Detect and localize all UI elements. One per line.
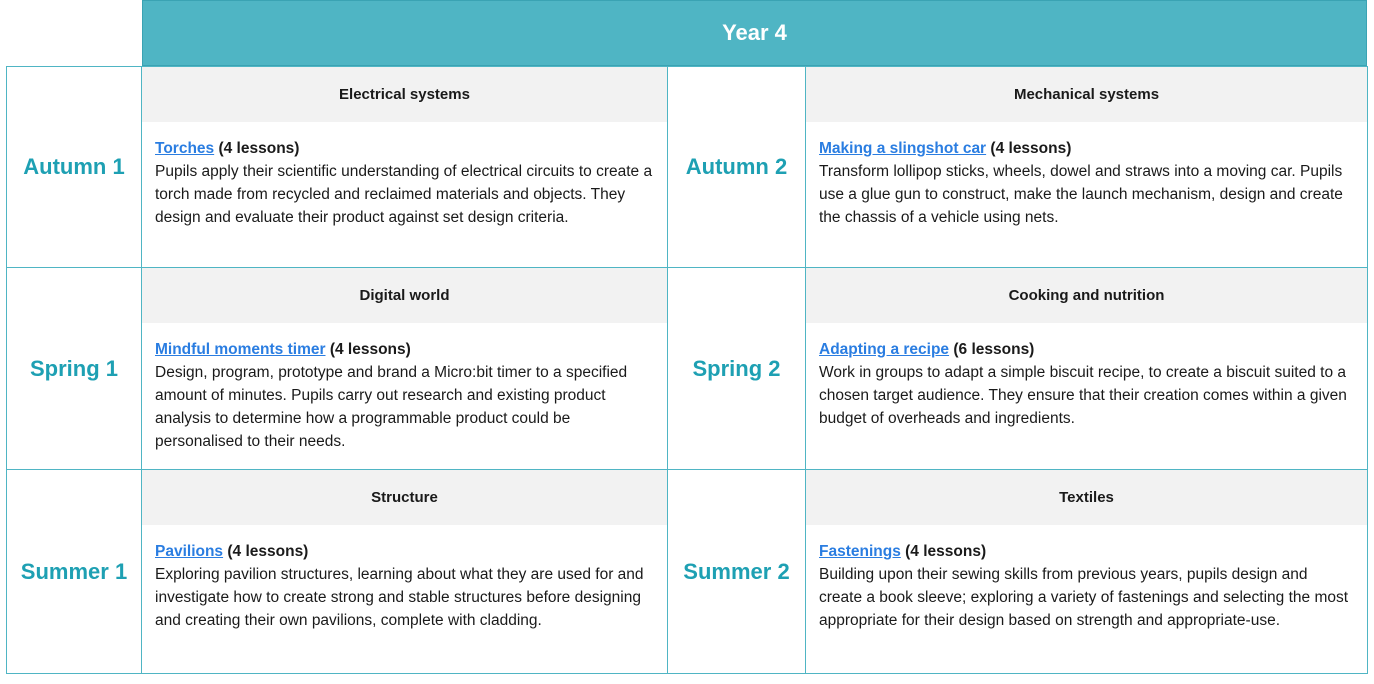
lesson-count: (4 lessons) xyxy=(218,140,300,157)
unit-title: Digital world xyxy=(142,268,667,323)
unit-description: Transform lollipop sticks, wheels, dowel and straws into a moving car. Pupils use a glue gun to construct, make the launch mechanism, design and create the chassis of a vehicle using nets. xyxy=(819,163,1343,226)
unit-link-pavilions[interactable]: Pavilions xyxy=(155,543,224,560)
lesson-count: (4 lessons) xyxy=(329,341,411,358)
unit-title: Structure xyxy=(142,470,667,525)
unit-body xyxy=(142,525,667,632)
unit-title: Electrical systems xyxy=(142,67,667,122)
unit-digital-world xyxy=(142,268,668,470)
term-label: Spring 2 xyxy=(692,355,781,381)
term-label: Summer 2 xyxy=(683,558,790,584)
term-spring-1 xyxy=(6,268,142,470)
term-label: Autumn 1 xyxy=(23,154,125,179)
term-label: Summer 1 xyxy=(20,558,128,584)
unit-mechanical-systems xyxy=(806,66,1368,268)
term-spring-2 xyxy=(668,268,806,470)
unit-link-slingshot-car[interactable]: Making a slingshot car xyxy=(819,140,987,157)
term-summer-2 xyxy=(668,470,806,674)
lesson-count: (4 lessons) xyxy=(905,543,987,560)
term-label: Autumn 2 xyxy=(685,154,788,179)
unit-description: Pupils apply their scientific understanding of electrical circuits to create a torch made from recycled and reclaimed materials and objects. They design and evaluate their product against set design criteria. xyxy=(155,163,653,226)
unit-electrical-systems xyxy=(142,66,668,268)
unit-body xyxy=(806,323,1367,430)
unit-cooking-and-nutrition xyxy=(806,268,1368,470)
term-label: Spring 1 xyxy=(29,355,118,381)
unit-description: Building upon their sewing skills from previous years, pupils design and create a book sleeve; exploring a variety of fastenings and selecting the most appropriate for their design based on strength and appropriate-use. xyxy=(819,566,1349,629)
curriculum-grid xyxy=(6,66,1368,674)
unit-title: Cooking and nutrition xyxy=(806,268,1367,323)
unit-body xyxy=(806,122,1367,229)
unit-title: Textiles xyxy=(806,470,1367,525)
unit-link-torches[interactable]: Torches xyxy=(155,140,215,157)
lesson-count: (6 lessons) xyxy=(953,341,1035,358)
unit-textiles xyxy=(806,470,1368,674)
unit-description: Work in groups to adapt a simple biscuit recipe, to create a biscuit suited to a chosen target audience. They ensure that their creation comes within a given budget of overheads and ingredients. xyxy=(819,364,1347,427)
unit-body xyxy=(142,323,667,453)
term-autumn-1 xyxy=(6,66,142,268)
lesson-count: (4 lessons) xyxy=(227,543,309,560)
lesson-count: (4 lessons) xyxy=(990,140,1072,157)
unit-body xyxy=(806,525,1367,632)
unit-link-adapting-a-recipe[interactable]: Adapting a recipe xyxy=(819,341,950,358)
year-title: Year 4 xyxy=(722,20,787,45)
term-autumn-2 xyxy=(668,66,806,268)
year-header xyxy=(142,0,1367,66)
unit-title: Mechanical systems xyxy=(806,67,1367,122)
unit-body xyxy=(142,122,667,229)
unit-link-mindful-moments-timer[interactable]: Mindful moments timer xyxy=(155,341,326,358)
unit-link-fastenings[interactable]: Fastenings xyxy=(819,543,901,560)
unit-description: Design, program, prototype and brand a Micro:bit timer to a specified amount of minutes. Pupils carry out research and existing product analysis to determine how a programmable product could be personalised to their needs. xyxy=(155,364,628,450)
unit-structure xyxy=(142,470,668,674)
unit-description: Exploring pavilion structures, learning about what they are used for and investigate how to create strong and stable structures before designing and creating their own pavilions, complete with cladding. xyxy=(155,566,644,629)
term-summer-1 xyxy=(6,470,142,674)
